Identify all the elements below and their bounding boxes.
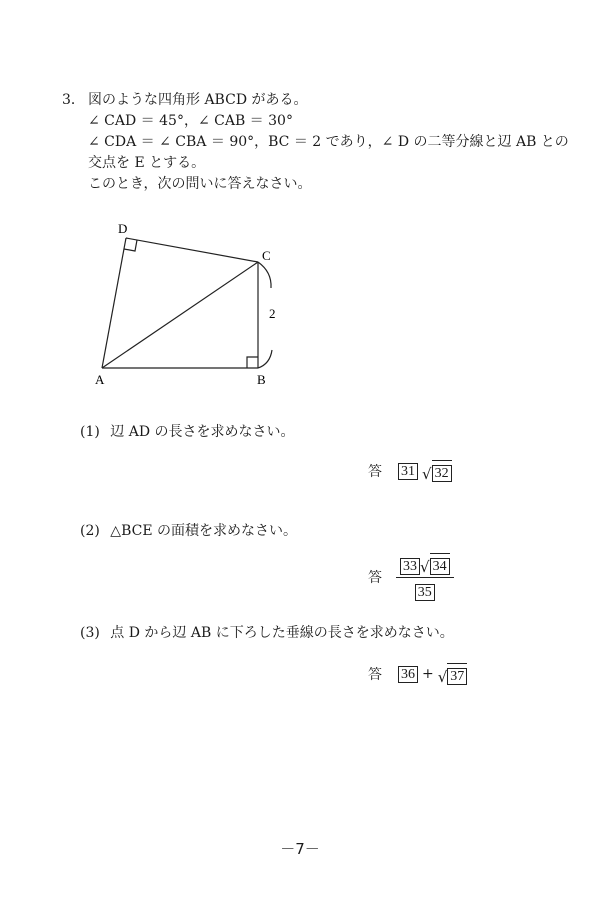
question-1	[80, 421, 295, 441]
problem-line-2: ∠ CAD ＝ 45°，∠ CAB ＝ 30°	[88, 113, 293, 129]
answer-prefix: 答	[368, 570, 382, 586]
vertex-label-a: A	[95, 372, 105, 387]
answer-box-37[interactable]: 37	[447, 668, 467, 685]
question-1-text: 辺 AD の長さを求めなさい。	[110, 424, 295, 440]
question-3-text: 点 D から辺 AB に下ろした垂線の長さを求めなさい。	[110, 625, 454, 641]
problem-line-5: このとき，次の問いに答えなさい。	[88, 176, 312, 192]
question-1-label: (1)	[80, 424, 100, 440]
answer-box-34[interactable]: 34	[430, 558, 450, 575]
question-3-label: (3)	[80, 625, 100, 641]
answer-1	[368, 460, 452, 482]
answer-box-36[interactable]: 36	[398, 666, 418, 683]
vertex-label-d: D	[118, 221, 128, 236]
answer-prefix: 答	[368, 464, 382, 480]
problem-line-3: ∠ CDA ＝ ∠ CBA ＝ 90°，BC ＝ 2 であり，∠ D の二等分線と辺 AB との	[88, 134, 569, 150]
sqrt-symbol: √ 37	[438, 663, 468, 685]
sqrt-symbol: √ 34	[420, 553, 450, 575]
question-2-label: (2)	[80, 523, 100, 539]
question-3	[80, 622, 454, 642]
answer-box-31[interactable]: 31	[398, 463, 418, 480]
answer-3	[368, 663, 467, 685]
answer-box-33[interactable]: 33	[400, 558, 420, 575]
answer-prefix: 答	[368, 667, 382, 683]
fraction	[396, 553, 454, 601]
answer-2	[368, 553, 454, 601]
problem-line-1: 図のような四角形 ABCD がある。	[88, 92, 308, 108]
answer-box-35[interactable]: 35	[415, 584, 435, 601]
question-2	[80, 520, 297, 540]
answer-box-32[interactable]: 32	[432, 465, 452, 482]
question-2-text: △BCE の面積を求めなさい。	[110, 523, 297, 539]
vertex-label-b: B	[257, 372, 266, 387]
page-number: －7－	[280, 840, 320, 858]
problem-line-4: 交点を E とする。	[88, 155, 206, 171]
vertex-label-c: C	[262, 248, 271, 263]
problem-number: 3．	[62, 92, 85, 108]
side-bc-label: 2	[269, 306, 276, 321]
sqrt-symbol: √ 32	[422, 460, 452, 482]
plus-sign: +	[422, 666, 434, 682]
